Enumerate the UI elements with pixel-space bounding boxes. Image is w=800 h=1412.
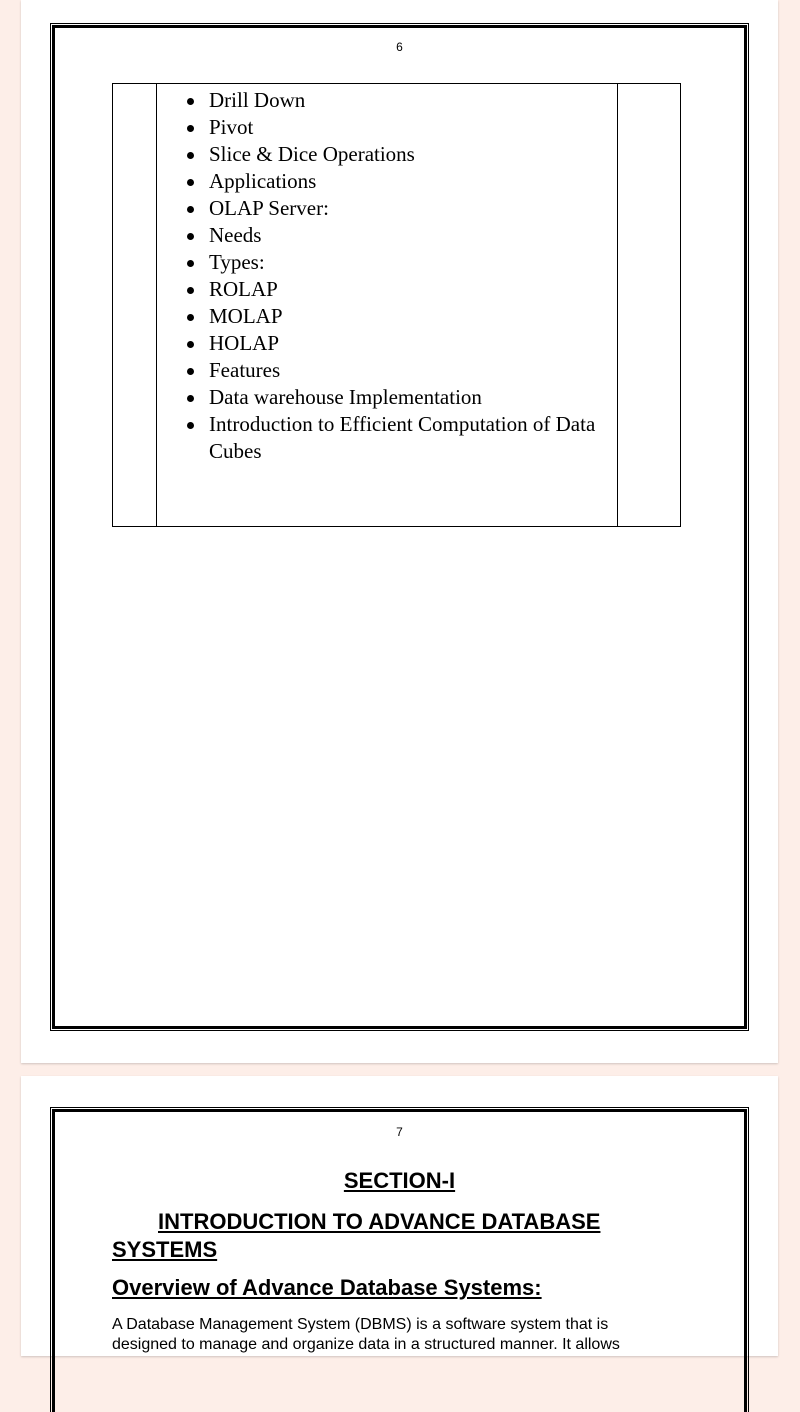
document-page-6 bbox=[21, 0, 778, 1063]
page-border bbox=[52, 1109, 747, 1412]
bullet-icon bbox=[187, 233, 194, 240]
bullet-icon bbox=[187, 152, 194, 159]
list-item: Data warehouse Implementation bbox=[183, 384, 603, 411]
bullet-icon bbox=[187, 395, 194, 402]
list-item: Needs bbox=[183, 222, 603, 249]
overview-heading: Overview of Advance Database Systems: bbox=[112, 1275, 542, 1300]
syllabus-table bbox=[112, 83, 681, 527]
list-item: Slice & Dice Operations bbox=[183, 141, 603, 168]
list-item: Pivot bbox=[183, 114, 603, 141]
table-column-divider bbox=[156, 84, 157, 526]
bullet-icon bbox=[187, 98, 194, 105]
bullet-icon bbox=[187, 260, 194, 267]
section-title: SECTION-I bbox=[343, 1168, 456, 1193]
list-item: Drill Down bbox=[183, 87, 603, 114]
list-item: Types: bbox=[183, 249, 603, 276]
topic-bullet-list bbox=[183, 87, 603, 465]
bullet-icon bbox=[187, 422, 194, 429]
document-page-7 bbox=[21, 1076, 778, 1356]
bullet-icon bbox=[187, 179, 194, 186]
body-paragraph: A Database Management System (DBMS) is a software system that is designed to manage and organize data in a structured manner. It allows bbox=[112, 1316, 620, 1353]
list-item: MOLAP bbox=[183, 303, 603, 330]
page-number: 6 bbox=[396, 40, 403, 54]
list-item: Applications bbox=[183, 168, 603, 195]
list-item: Features bbox=[183, 357, 603, 384]
list-item: HOLAP bbox=[183, 330, 603, 357]
page-number: 7 bbox=[396, 1125, 403, 1139]
chapter-title: INTRODUCTION TO ADVANCE DATABASE SYSTEMS bbox=[112, 1209, 601, 1262]
bullet-icon bbox=[187, 314, 194, 321]
list-item: OLAP Server: bbox=[183, 195, 603, 222]
bullet-icon bbox=[187, 287, 194, 294]
page-border bbox=[52, 25, 747, 1029]
table-column-divider bbox=[617, 84, 618, 526]
bullet-icon bbox=[187, 125, 194, 132]
bullet-icon bbox=[187, 341, 194, 348]
bullet-icon bbox=[187, 368, 194, 375]
bullet-icon bbox=[187, 206, 194, 213]
list-item: ROLAP bbox=[183, 276, 603, 303]
list-item: Introduction to Efficient Computation of Data Cubes bbox=[183, 411, 603, 465]
